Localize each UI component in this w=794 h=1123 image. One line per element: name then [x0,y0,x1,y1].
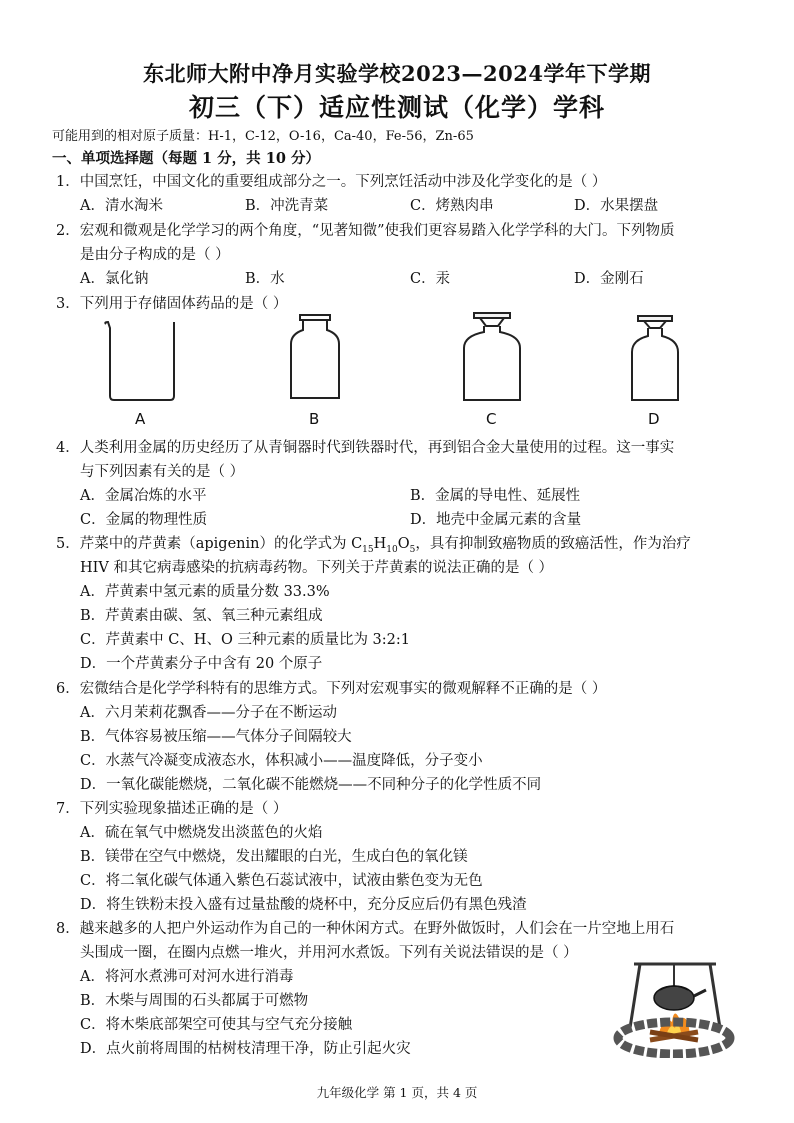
vessel-label-d: D [648,410,660,428]
q1-option-b: B．冲洗青菜 [245,198,329,214]
wide-mouth-bottle-illustration [284,312,346,402]
vessel-label-c: C [486,410,497,428]
question-4-stem-line2: 与下列因素有关的是（ ） [80,464,245,480]
narrow-mouth-bottle-illustration [458,310,526,404]
q5-option-a: A．芹黄素中氢元素的质量分数 33.3% [80,584,330,600]
question-6-stem: 6．宏微结合是化学学科特有的思维方式。下列对宏观事实的微观解释不正确的是（ ） [56,681,607,697]
page-footer: 九年级化学 第 1 页，共 4 页 [316,1085,478,1100]
q4-option-c: C．金属的物理性质 [80,512,208,528]
q2-option-d: D．金刚石 [574,271,644,287]
question-4-stem-line1: 4．人类利用金属的历史经历了从青铜器时代到铁器时代，再到铝合金大量使用的过程。这一事实 [56,440,675,456]
q4-option-a: A．金属冶炼的水平 [80,488,207,504]
q6-option-a: A．六月茉莉花飘香——分子在不断运动 [80,705,337,721]
q2-option-b: B．水 [245,271,285,287]
exam-title-subject: 初三（下）适应性测试（化学）学科 [188,93,605,122]
q7-option-b: B．镁带在空气中燃烧，发出耀眼的白光，生成白色的氧化镁 [80,849,468,865]
q8-option-d: D．点火前将周围的枯树枝清理干净，防止引起火灾 [80,1041,411,1057]
campfire-illustration [612,958,736,1058]
q8-option-a: A．将河水煮沸可对河水进行消毒 [80,969,294,985]
beaker-illustration [102,318,180,402]
question-8-stem-line2: 头围成一圈，在圈内点燃一堆火，并用河水煮饭。下列有关说法错误的是（ ） [80,945,578,961]
question-3-stem: 3．下列用于存储固体药品的是（ ） [56,296,288,312]
question-5-stem-line2: HIV 和其它病毒感染的抗病毒药物。下列关于芹黄素的说法正确的是（ ） [80,560,554,576]
question-5-stem-line1: 5．芹菜中的芹黄素（apigenin）的化学式为 $C_{15}H_{10}O_5$，具有抑制致癌物质的致癌活性，作为治疗 [56,536,691,555]
q8-option-c: C．将木柴底部架空可使其与空气充分接触 [80,1017,353,1033]
q5-option-d: D．一个芹黄素分子中含有 20 个原子 [80,656,323,672]
q6-option-d: D．一氧化碳能燃烧，二氧化碳不能燃烧——不同种分子的化学性质不同 [80,777,542,793]
exam-title-school: 东北师大附中净月实验学校2023—2024学年下学期 [143,61,651,86]
vessel-label-a: A [135,410,146,428]
atomic-masses: 可能用到的相对原子质量：H-1，C-12，O-16，Ca-40，Fe-56，Zn-65 [52,129,474,144]
q4-option-b: B．金属的导电性、延展性 [410,488,581,504]
vessel-label-b: B [309,410,320,428]
q5-option-b: B．芹黄素由碳、氢、氧三种元素组成 [80,608,323,624]
q5-option-c: C．芹黄素中 C、H、O 三种元素的质量比为 3:2:1 [80,632,410,648]
section-heading: 一、单项选择题（每题 1 分，共 10 分） [52,150,320,167]
q2-option-c: C．汞 [410,271,451,287]
q4-option-d: D．地壳中金属元素的含量 [410,512,582,528]
question-1-stem: 1．中国烹饪，中国文化的重要组成部分之一。下列烹饪活动中涉及化学变化的是（ ） [56,174,607,190]
q7-option-a: A．硫在氧气中燃烧发出淡蓝色的火焰 [80,825,323,841]
reagent-bottle-illustration [626,312,684,404]
question-2-stem-line2: 是由分子构成的是（ ） [80,247,230,263]
question-7-stem: 7．下列实验现象描述正确的是（ ） [56,801,288,817]
q7-option-c: C．将二氧化碳气体通入紫色石蕊试液中，试液由紫色变为无色 [80,873,483,889]
q8-option-b: B．木柴与周围的石头都属于可燃物 [80,993,309,1009]
q6-option-b: B．气体容易被压缩——气体分子间隔较大 [80,729,352,745]
q1-option-c: C．烤熟肉串 [410,198,494,214]
q6-option-c: C．水蒸气冷凝变成液态水，体积减小——温度降低，分子变小 [80,753,483,769]
q2-option-a: A．氯化钠 [80,271,149,287]
q1-option-d: D．水果摆盘 [574,198,659,214]
q7-option-d: D．将生铁粉末投入盛有过量盐酸的烧杯中，充分反应后仍有黑色残渣 [80,897,527,913]
q1-option-a: A．清水淘米 [80,198,163,214]
question-2-stem-line1: 2．宏观和微观是化学学习的两个角度，“见著知微”使我们更容易踏入化学学科的大门。下列物质 [56,223,675,239]
question-8-stem-line1: 8．越来越多的人把户外运动作为自己的一种休闲方式。在野外做饭时，人们会在一片空地上用石 [56,921,675,937]
